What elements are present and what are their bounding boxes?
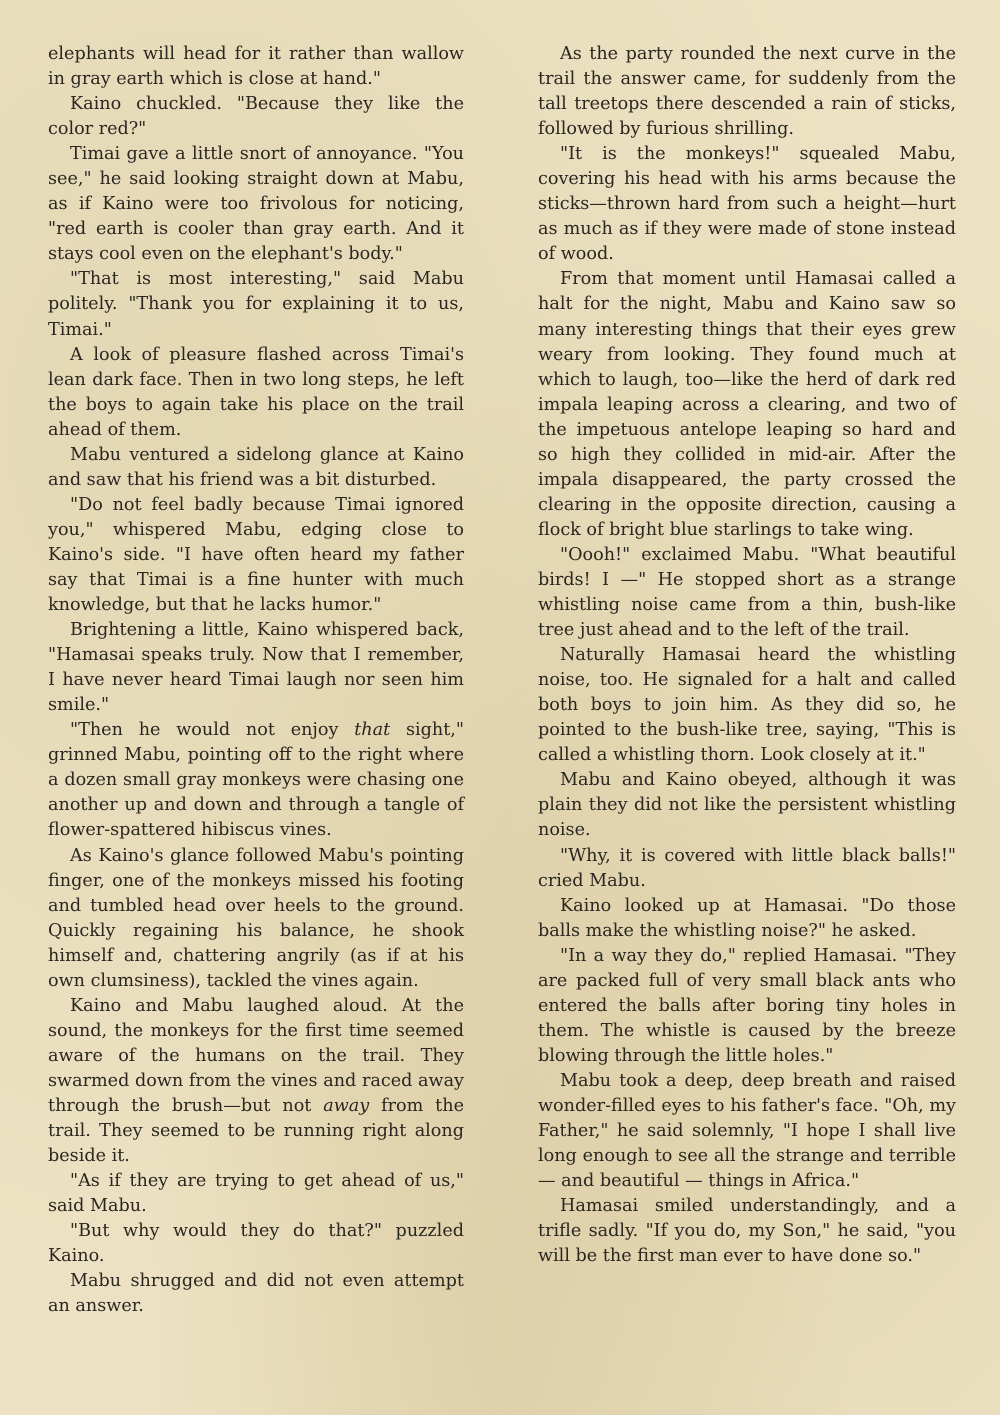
paragraph: As Kaino's glance followed Mabu's pointing finger, one of the monkeys missed his footing and tumbled head over heels to the ground. Quickly regaining his balance, he shook himself and, chattering angrily (as if at his own clumsiness), tackled the vines again. (48, 845, 464, 991)
paragraph: Brightening a little, Kaino whispered back, "Hamasai speaks truly. Now that I remember, I have never heard Timai laugh nor seen him smile." (48, 620, 464, 716)
paragraph: "It is the monkeys!" squealed Mabu, covering his head with his arms because the sticks—thrown hard from such a height—hurt as much as if they were made of stone instead of wood. (538, 144, 956, 265)
paragraph: "As if they are trying to get ahead of us," said Mabu. (48, 1171, 464, 1217)
paragraph: Mabu took a deep, deep breath and raised wonder-filled eyes to his father's face. "Oh, my Father," he said solemnly, "I hope I shall live long enough to see all the strange and terrible — and beautiful — things in Africa." (538, 1070, 956, 1192)
paragraph: "Oooh!" exclaimed Mabu. "What beautiful birds! I —" He stopped short as a strange whistling noise came from a thin, bush-like tree just ahead and to the left of the trail. (538, 544, 956, 641)
paragraph: As the party rounded the next curve in the trail the answer came, for suddenly from the tall treetops there descended a rain of sticks, followed by furious shrilling. (538, 44, 956, 140)
paragraph: Kaino looked up at Hamasai. "Do those balls make the whistling noise?" he asked. (538, 895, 956, 941)
paragraph: elephants will head for it rather than wallow in gray earth which is close at hand." (48, 44, 464, 90)
paragraph: Mabu ventured a sidelong glance at Kaino and saw that his friend was a bit disturbed. (48, 444, 464, 490)
paragraph: Kaino chuckled. "Because they like the color red?" (48, 94, 464, 140)
paragraph: Mabu and Kaino obeyed, although it was plain they did not like the persistent whistling noise. (538, 770, 956, 841)
paragraph-text: "Then he would not enjoy (70, 720, 355, 741)
emphasis: that (354, 720, 391, 741)
paragraph-text: Kaino and Mabu laughed aloud. At the sound, the monkeys for the first time seemed aware of the humans on the trail. They swarmed down from the vines and raced away through the brush—but not (48, 995, 464, 1116)
paragraph: "Why, it is covered with little black balls!" cried Mabu. (538, 845, 956, 891)
paragraph: Naturally Hamasai heard the whistling noise, too. He signaled for a halt and called both boys to join him. As they did so, he pointed to the bush-like tree, saying, "This is called a whistling thorn. Look closely at it." (538, 645, 956, 766)
left-column (48, 42, 464, 1319)
paragraph-text: sight," grinned Mabu, pointing off to the right where a dozen small gray monkeys were chasing one another up and down and through a tangle of flower-spattered hibiscus vines. (48, 720, 464, 841)
paragraph: A look of pleasure flashed across Timai's lean dark face. Then in two long steps, he left the boys to again take his place on the trail ahead of them. (48, 344, 464, 440)
right-column (538, 42, 956, 1269)
paragraph (48, 994, 464, 1169)
paragraph: "But why would they do that?" puzzled Kaino. (48, 1221, 464, 1267)
paragraph: "That is most interesting," said Mabu politely. "Thank you for explaining it to us, Timai." (48, 269, 464, 340)
paragraph: Timai gave a little snort of annoyance. "You see," he said looking straight down at Mabu, as if Kaino were too frivolous for noticing, "red earth is cooler than gray earth. And it stays cool even on the elephant's body." (48, 144, 464, 265)
paragraph (48, 718, 464, 843)
paragraph: Hamasai smiled understandingly, and a trifle sadly. "If you do, my Son," he said, "you will be the first man ever to have done so." (538, 1196, 956, 1267)
paragraph: Mabu shrugged and did not even attempt an answer. (48, 1271, 464, 1317)
emphasis: away (323, 1095, 370, 1116)
paragraph: "Do not feel badly because Timai ignored you," whispered Mabu, edging close to Kaino's side. "I have often heard my father say that Timai is a fine hunter with much knowledge, but that he lacks humor." (48, 494, 464, 616)
paragraph: From that moment until Hamasai called a halt for the night, Mabu and Kaino saw so many interesting things that their eyes grew weary from looking. They found much at which to laugh, too—like the herd of dark red impala leaping across a clearing, and two of the impetuous antelope leaping so hard and so high they collided in mid-air. After the impala disappeared, the party crossed the clearing in the opposite direction, causing a flock of bright blue starlings to take wing. (538, 269, 956, 540)
paragraph-text: from the trail. They seemed to be running right along beside it. (48, 1095, 464, 1167)
paragraph: "In a way they do," replied Hamasai. "They are packed full of very small black ants who entered the balls after boring tiny holes in them. The whistle is caused by the breeze blowing through the little holes." (538, 945, 956, 1066)
